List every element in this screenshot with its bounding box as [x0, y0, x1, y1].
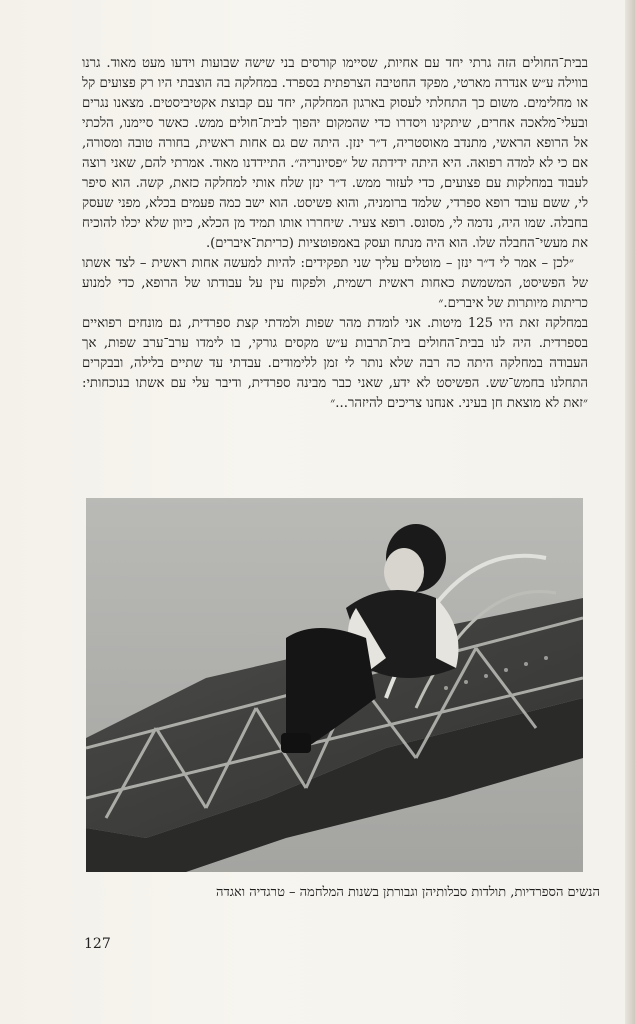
- photo-illustration: [86, 498, 583, 872]
- paragraph-2: ״לכן – אמר לי ד״ר ינזן – מוטלים עליך שני תפקידים: להיות למעשה אחות ראשית – לצד אשתו של הפשיסט, המשמשת כאחות ראשית רשמית, ולפקוח עין על עבודתו של הרופא, כדי למנוע כריתות מיותרות של איברים.״: [82, 256, 588, 311]
- page-edge: [625, 0, 635, 1024]
- body-text: [82, 54, 588, 414]
- photo-caption: הנשים הספרדיות, תולדות סבלותיהן וגבורתן בשנות המלחמה – טרגדיה ואגדה: [215, 885, 600, 900]
- page-number: 127: [84, 936, 111, 952]
- historical-photo: [86, 498, 583, 872]
- paragraph-1: בבית־החולים הזה גרתי יחד עם אחיות, שסיימו קורסים בני שישה שבועות וידעו מעט מאוד. גרנו בווילה ע״ש אנדרה מארטי, מפקד החטיבה הצרפתית בספרד. במחלקה בה הוצבתי היו רק פצועים קל או מחלימים. משום כך התחלתי לעסוק בארגון המחלקה, יחד עם קבוצת אקטיביסטים. מצאנו נגרים ובעלי־מלאכה אחרים, שיתקינו ויסדרו כדי שהמקום יהפוך לבית־חולים ממש. כאשר סיימנו, הלכתי אל הרופא הראשי, מתנדב מאוסטריה, ד״ר ינזן. היתה שם גם אחות ראשית, בחורה טובה ומסורה, אם כי לא למדה רפואה. היא היתה ידידתה של ״פסיונריה״. התיידדנו מאוד. אמרתי להם, שאני רוצה לעבוד במחלקות עם פצועים, כדי לעזור ממש. ד״ר ינזן שלח אותי למחלקה כזאת, קשה. הוא סיפר לי, ששם עובד רופא ספרדי, שלמד ברומניה, והוא פשיסט. הוא ישב כמה פעמים בכלא, מפני שעסק בחבלה. שמו היה, נדמה לי, מסונס. רופא צעיר. שיחררו אותו תמיד מן הכלא, כיוון שלא יכלו להוכיח את מעשי־החבלה שלו. הוא היה מנתח ועסק באמפוטציות (כריתת־איברים).: [82, 56, 588, 251]
- paragraph-3: במחלקה זאת היו 125 מיטות. אני לומדת מהר שפות ולמדתי קצת ספרדית, גם מונחים רפואיים בספרדית. היה לנו בבית־החולים בית־תרבות ע״ש מקסים גורקי, בו לימדו ערב־ערב שפות, אך העבודה במחלקה היתה כה רבה שלא נותר לי זמן ללימודים. עבדתי עד שתיים בלילה, ובבקרים התחלנו בחמש־שש. הפשיסט לא ידע, שאני כבר מבינה ספרדית, ודיבר עלי עם אשתו בנוכחותי: ״זאת לא מוצאת חן בעיני. אנחנו צריכים להיזהר...״: [82, 316, 588, 411]
